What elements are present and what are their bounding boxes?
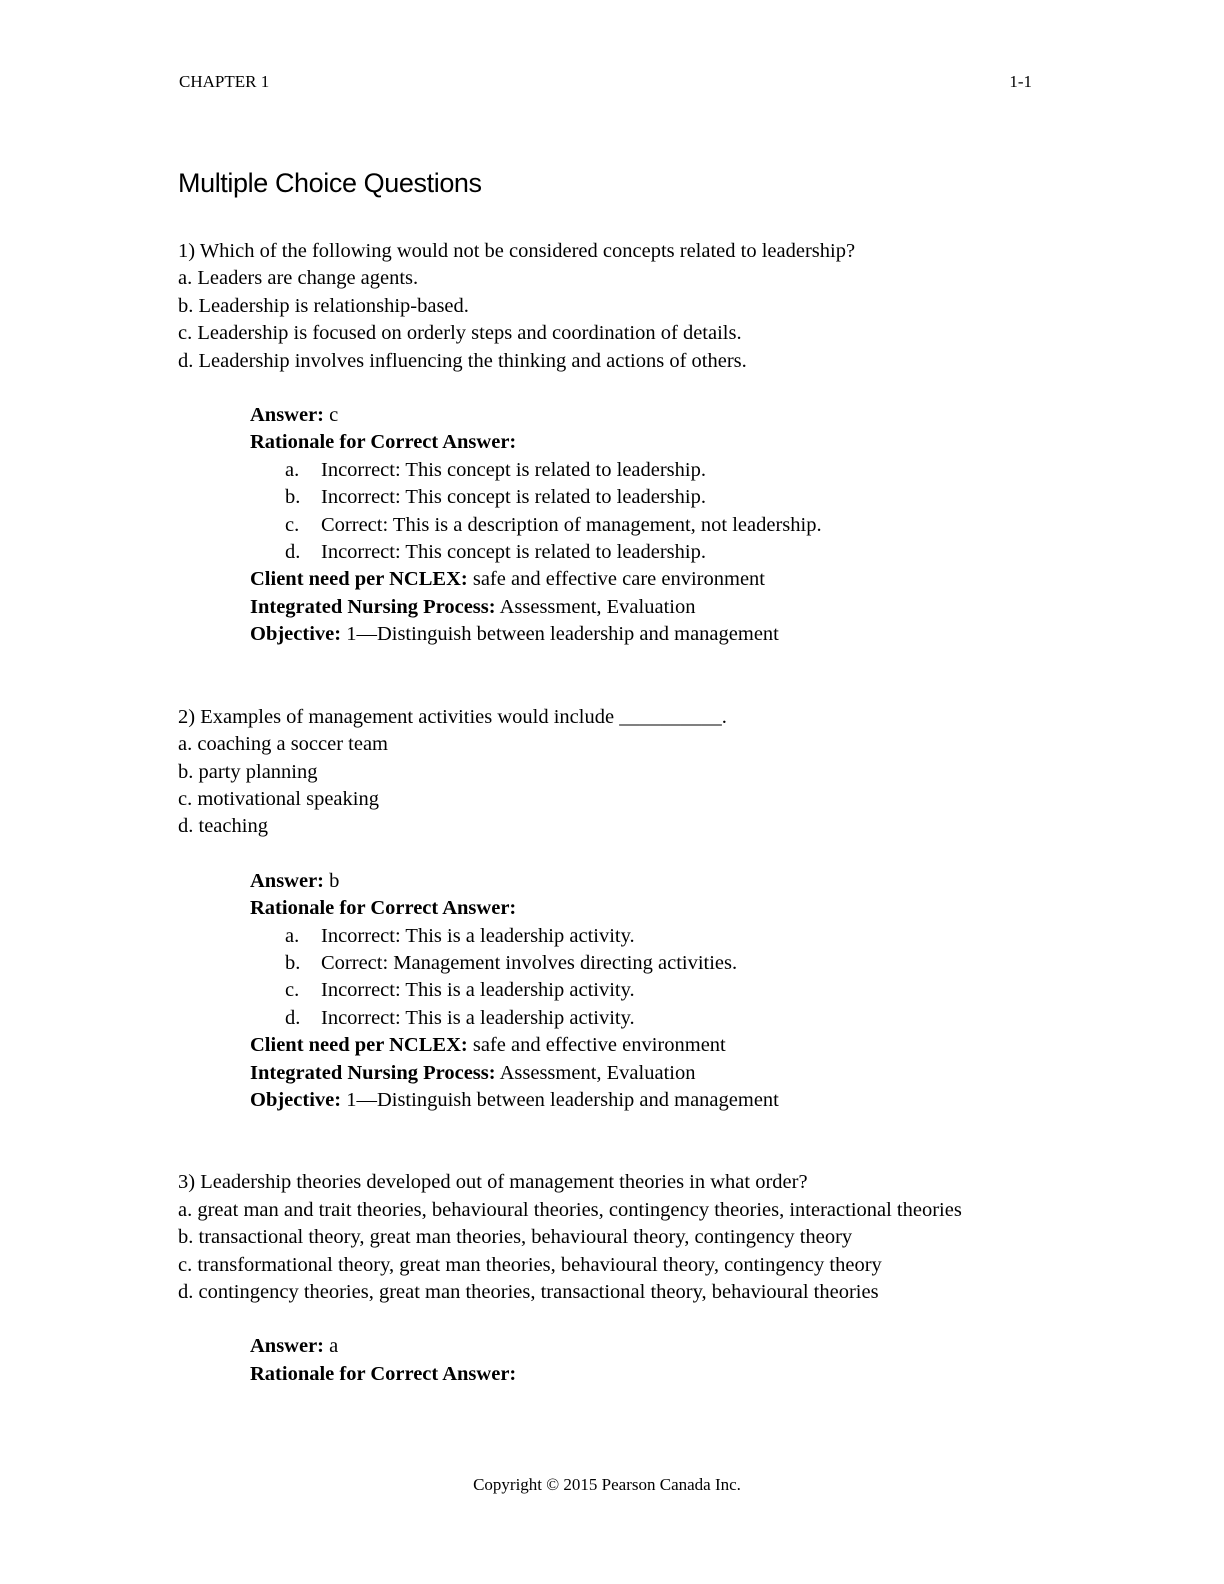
question-option: b. transactional theory, great man theories, behavioural theory, contingency theory: [178, 1226, 853, 1249]
objective-line: Objective: 1—Distinguish between leadership and management: [250, 623, 779, 646]
answer-value: c: [329, 404, 339, 427]
question-option: a. Leaders are change agents.: [178, 267, 419, 290]
question-option: a. coaching a soccer team: [178, 733, 389, 756]
client-need-line: Client need per NCLEX: safe and effective care environment: [250, 568, 765, 591]
page-header: [179, 72, 1032, 96]
answer-value: a: [329, 1335, 339, 1358]
question-3: [178, 1169, 1028, 1388]
rationale-item: d. Incorrect: This is a leadership activity.: [285, 1006, 635, 1029]
question-option: a. great man and trait theories, behavioural theories, contingency theories, interactional theories: [178, 1198, 962, 1221]
answer-label: Answer:: [250, 404, 325, 427]
spacer: [178, 1114, 1028, 1169]
rationale-item: a. Incorrect: This concept is related to leadership.: [285, 458, 706, 481]
rationale-list: [250, 457, 1028, 567]
answer-line: [250, 402, 1028, 429]
rationale-item: b. Incorrect: This concept is related to leadership.: [285, 486, 706, 509]
client-need-line: Client need per NCLEX: safe and effective environment: [250, 1034, 726, 1057]
question-option: b. party planning: [178, 760, 318, 783]
answer-value: b: [329, 869, 340, 892]
page-footer: [0, 1475, 1224, 1495]
rationale-item: a. Incorrect: This is a leadership activity.: [285, 924, 635, 947]
question-option: b. Leadership is relationship-based.: [178, 294, 469, 317]
question-option: c. transformational theory, great man theories, behavioural theory, contingency theory: [178, 1253, 882, 1276]
question-option: d. contingency theories, great man theories, transactional theory, behavioural theories: [178, 1281, 879, 1303]
question-stem: 1) Which of the following would not be considered concepts related to leadership?: [178, 240, 856, 262]
answer-block: [250, 868, 1028, 1115]
question-option: c. Leadership is focused on orderly steps and coordination of details.: [178, 322, 742, 345]
question-option: d. Leadership involves influencing the thinking and actions of others.: [178, 349, 747, 372]
question-stem: 2) Examples of management activities would include __________.: [178, 705, 727, 728]
question-option: c. motivational speaking: [178, 787, 379, 810]
rationale-heading: Rationale for Correct Answer:: [250, 1362, 517, 1385]
rationale-heading: Rationale for Correct Answer:: [250, 431, 517, 454]
answer-label: Answer:: [250, 1335, 325, 1358]
answer-block: [250, 1333, 1028, 1388]
rationale-heading: Rationale for Correct Answer:: [250, 897, 517, 920]
questions-content: [178, 238, 1028, 1388]
answer-line: [250, 1333, 1028, 1360]
page-number: 1-1: [1009, 72, 1032, 91]
section-title: Multiple Choice Questions: [178, 168, 482, 198]
process-line: Integrated Nursing Process: Assessment, Evaluation: [250, 595, 696, 618]
objective-line: Objective: 1—Distinguish between leadership and management: [250, 1088, 779, 1111]
answer-line: [250, 868, 1028, 895]
rationale-item: c. Correct: This is a description of management, not leadership.: [285, 513, 822, 536]
rationale-item: c. Incorrect: This is a leadership activity.: [285, 979, 635, 1002]
question-1: [178, 238, 1028, 649]
question-2: [178, 704, 1028, 1115]
rationale-item: d. Incorrect: This concept is related to leadership.: [285, 541, 706, 564]
process-line: Integrated Nursing Process: Assessment, Evaluation: [250, 1061, 696, 1084]
question-option: d. teaching: [178, 815, 268, 838]
chapter-label: CHAPTER 1: [179, 72, 270, 91]
copyright-text: Copyright © 2015 Pearson Canada Inc.: [473, 1475, 741, 1494]
spacer: [178, 649, 1028, 704]
answer-block: [250, 402, 1028, 649]
question-stem: 3) Leadership theories developed out of management theories in what order?: [178, 1171, 808, 1194]
rationale-item: b. Correct: Management involves directing activities.: [285, 951, 738, 974]
rationale-list: [250, 923, 1028, 1033]
answer-label: Answer:: [250, 869, 325, 892]
